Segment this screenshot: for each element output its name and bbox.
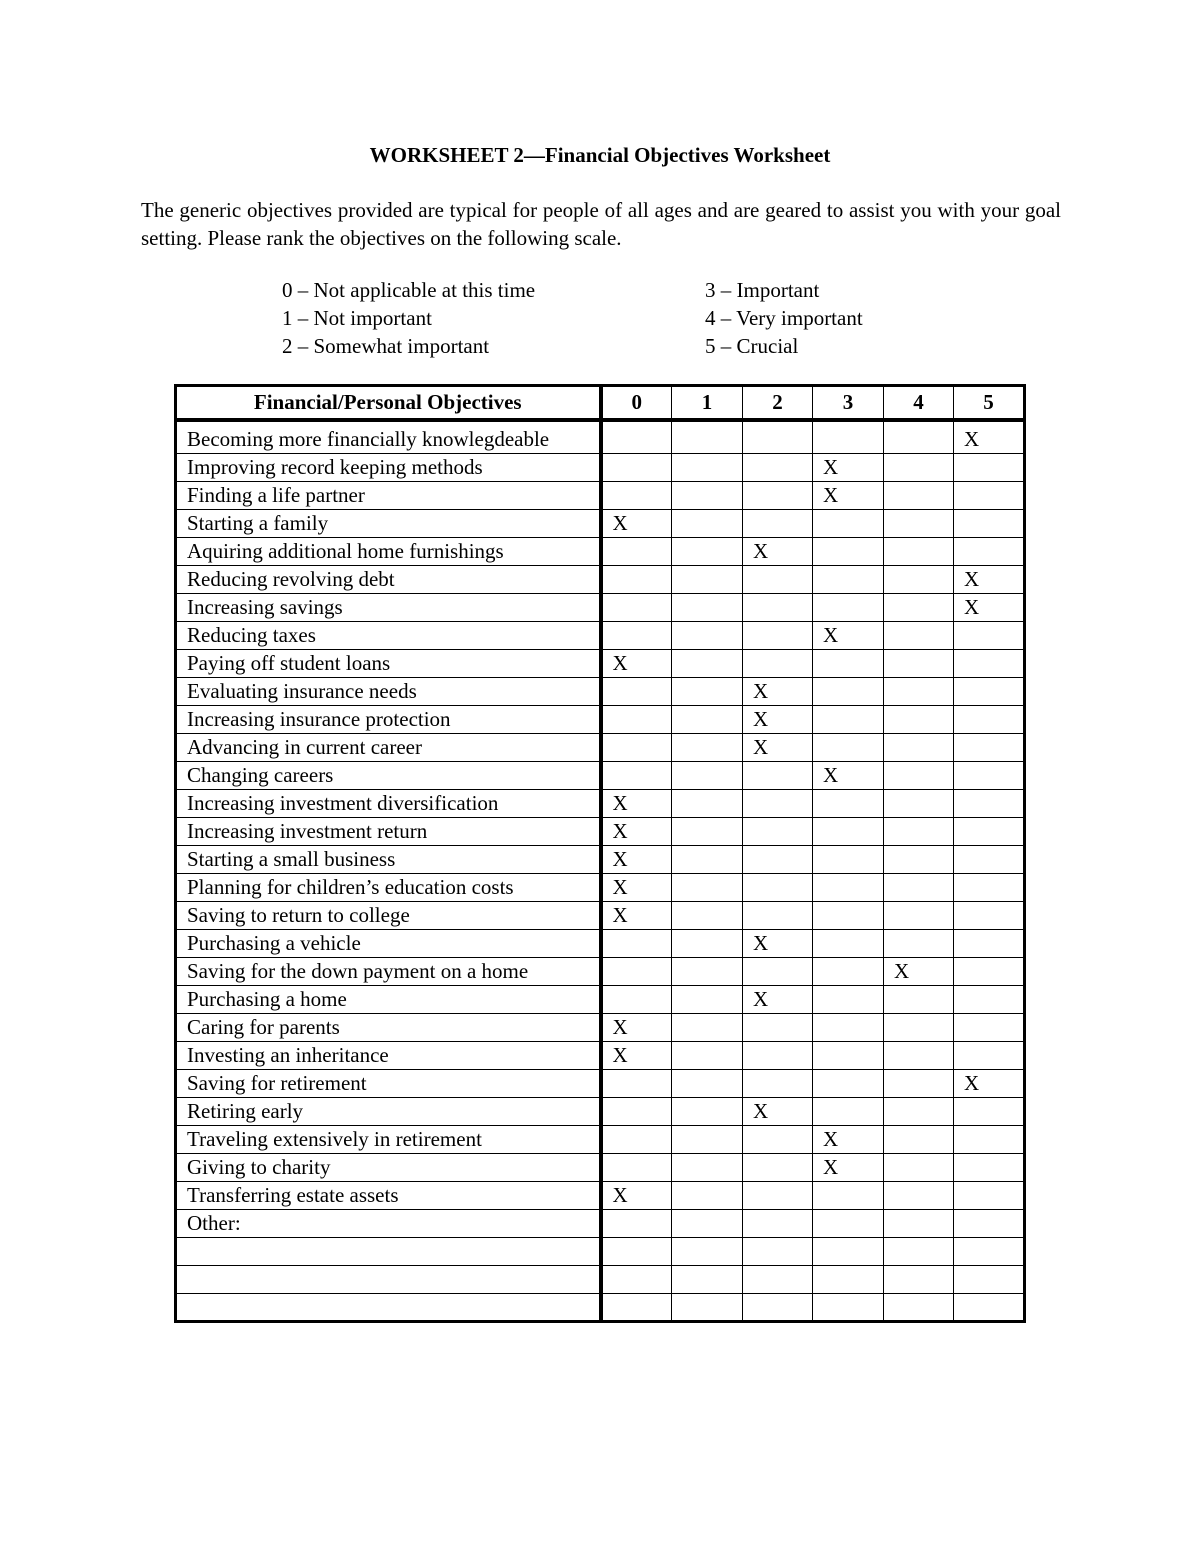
rank-cell-1 (672, 846, 743, 874)
rank-cell-1 (672, 538, 743, 566)
rank-cell-1 (672, 1014, 743, 1042)
rank-cell-5 (954, 622, 1025, 650)
table-header-row (176, 386, 1025, 421)
objective-label: Retiring early (176, 1098, 601, 1126)
header-objectives: Financial/Personal Objectives (176, 386, 601, 421)
rank-cell-0: X (601, 846, 672, 874)
rank-cell-1 (672, 1126, 743, 1154)
rank-cell-3 (813, 650, 884, 678)
rank-cell-4 (884, 1126, 954, 1154)
rank-cell-3: X (813, 762, 884, 790)
table-row (176, 958, 1025, 986)
table-row (176, 594, 1025, 622)
rank-cell-0 (601, 566, 672, 594)
rank-cell-3: X (813, 1154, 884, 1182)
rank-cell-4 (884, 482, 954, 510)
rank-cell-5 (954, 1042, 1025, 1070)
rank-cell-3 (813, 1182, 884, 1210)
table-row (176, 454, 1025, 482)
rank-cell-2 (743, 1238, 813, 1266)
rank-cell-4 (884, 420, 954, 454)
rank-cell-1 (672, 594, 743, 622)
rank-cell-1 (672, 482, 743, 510)
objective-label: Aquiring additional home furnishings (176, 538, 601, 566)
rank-cell-5 (954, 510, 1025, 538)
table-row (176, 420, 1025, 454)
rank-cell-3 (813, 1042, 884, 1070)
rank-cell-0 (601, 482, 672, 510)
table-row (176, 1182, 1025, 1210)
rank-cell-2 (743, 566, 813, 594)
rank-cell-4 (884, 1266, 954, 1294)
rank-cell-4 (884, 566, 954, 594)
objective-label: Other: (176, 1210, 601, 1238)
scale-legend-right (705, 276, 863, 360)
rank-cell-5: X (954, 566, 1025, 594)
scale-item: 2 – Somewhat important (282, 334, 490, 358)
objective-label: Saving for the down payment on a home (176, 958, 601, 986)
rank-cell-2 (743, 1014, 813, 1042)
rank-cell-5 (954, 958, 1025, 986)
table-row (176, 650, 1025, 678)
rank-cell-0 (601, 958, 672, 986)
table-row (176, 1098, 1025, 1126)
header-rank-5: 5 (954, 386, 1025, 421)
rank-cell-5 (954, 930, 1025, 958)
rank-cell-1 (672, 650, 743, 678)
header-rank-2: 2 (743, 386, 813, 421)
rank-cell-2 (743, 818, 813, 846)
rank-cell-1 (672, 622, 743, 650)
rank-cell-4 (884, 874, 954, 902)
rank-cell-5 (954, 482, 1025, 510)
rank-cell-1 (672, 1238, 743, 1266)
rank-cell-2: X (743, 538, 813, 566)
rank-cell-5 (954, 1126, 1025, 1154)
table-row (176, 566, 1025, 594)
table-row (176, 482, 1025, 510)
rank-cell-4 (884, 1042, 954, 1070)
rank-cell-4 (884, 678, 954, 706)
rank-cell-2 (743, 790, 813, 818)
rank-cell-5 (954, 986, 1025, 1014)
rank-cell-0 (601, 734, 672, 762)
objective-label: Starting a small business (176, 846, 601, 874)
table-row (176, 1070, 1025, 1098)
table-row (176, 790, 1025, 818)
rank-cell-5 (954, 1014, 1025, 1042)
rank-cell-3 (813, 846, 884, 874)
rank-cell-5: X (954, 594, 1025, 622)
rank-cell-3 (813, 1294, 884, 1322)
rank-cell-1 (672, 678, 743, 706)
rank-cell-4 (884, 538, 954, 566)
rank-cell-2 (743, 1042, 813, 1070)
scale-legend-left (282, 276, 535, 360)
rank-cell-4 (884, 1014, 954, 1042)
objective-label: Transferring estate assets (176, 1182, 601, 1210)
rank-cell-2 (743, 1070, 813, 1098)
rank-cell-0 (601, 762, 672, 790)
rank-cell-2: X (743, 678, 813, 706)
objective-label (176, 1238, 601, 1266)
table-row (176, 874, 1025, 902)
table-row (176, 706, 1025, 734)
rank-cell-5 (954, 1210, 1025, 1238)
rank-cell-3 (813, 678, 884, 706)
rank-cell-1 (672, 566, 743, 594)
objective-label: Giving to charity (176, 1154, 601, 1182)
rank-cell-3: X (813, 482, 884, 510)
rank-cell-4 (884, 986, 954, 1014)
rank-cell-3 (813, 734, 884, 762)
rank-cell-2: X (743, 930, 813, 958)
rank-cell-1 (672, 1098, 743, 1126)
rank-cell-3 (813, 706, 884, 734)
rank-cell-0 (601, 1070, 672, 1098)
rank-cell-2 (743, 1266, 813, 1294)
rank-cell-3 (813, 1238, 884, 1266)
rank-cell-5 (954, 846, 1025, 874)
table-row (176, 1126, 1025, 1154)
rank-cell-4 (884, 510, 954, 538)
rank-cell-5 (954, 454, 1025, 482)
rank-cell-3 (813, 874, 884, 902)
rank-cell-3 (813, 1266, 884, 1294)
rank-cell-5: X (954, 1070, 1025, 1098)
objective-label: Paying off student loans (176, 650, 601, 678)
rank-cell-2 (743, 1210, 813, 1238)
table-row (176, 1266, 1025, 1294)
header-rank-3: 3 (813, 386, 884, 421)
rank-cell-5 (954, 734, 1025, 762)
rank-cell-1 (672, 706, 743, 734)
objective-label: Increasing savings (176, 594, 601, 622)
rank-cell-0: X (601, 1042, 672, 1070)
rank-cell-0 (601, 706, 672, 734)
rank-cell-0 (601, 930, 672, 958)
objective-label: Saving for retirement (176, 1070, 601, 1098)
rank-cell-5 (954, 538, 1025, 566)
scale-item: 1 – Not important (282, 306, 432, 330)
rank-cell-2 (743, 420, 813, 454)
rank-cell-4 (884, 790, 954, 818)
rank-cell-1 (672, 818, 743, 846)
rank-cell-0 (601, 1098, 672, 1126)
table-row (176, 1210, 1025, 1238)
objective-label: Investing an inheritance (176, 1042, 601, 1070)
rank-cell-5 (954, 1238, 1025, 1266)
rank-cell-0 (601, 678, 672, 706)
objective-label: Increasing investment return (176, 818, 601, 846)
rank-cell-3 (813, 930, 884, 958)
objective-label: Evaluating insurance needs (176, 678, 601, 706)
table-row (176, 762, 1025, 790)
rank-cell-0: X (601, 790, 672, 818)
rank-cell-4 (884, 902, 954, 930)
rank-cell-0 (601, 594, 672, 622)
rank-cell-1 (672, 734, 743, 762)
rank-cell-3 (813, 1098, 884, 1126)
rank-cell-0: X (601, 510, 672, 538)
rank-cell-4 (884, 650, 954, 678)
rank-cell-1 (672, 986, 743, 1014)
table-row (176, 622, 1025, 650)
rank-cell-5 (954, 650, 1025, 678)
rank-cell-1 (672, 420, 743, 454)
rank-cell-5 (954, 874, 1025, 902)
objective-label: Improving record keeping methods (176, 454, 601, 482)
scale-item: 5 – Crucial (705, 334, 799, 358)
rank-cell-0 (601, 538, 672, 566)
rank-cell-4: X (884, 958, 954, 986)
rank-cell-2: X (743, 734, 813, 762)
rank-cell-3 (813, 986, 884, 1014)
header-rank-0: 0 (601, 386, 672, 421)
objective-label: Changing careers (176, 762, 601, 790)
rank-cell-2 (743, 1294, 813, 1322)
table-row (176, 1238, 1025, 1266)
rank-cell-1 (672, 930, 743, 958)
rank-cell-2 (743, 1154, 813, 1182)
rank-cell-0 (601, 1210, 672, 1238)
page-title: WORKSHEET 2—Financial Objectives Worksheet (369, 143, 831, 167)
rank-cell-5 (954, 902, 1025, 930)
table-row (176, 1294, 1025, 1322)
rank-cell-0 (601, 1126, 672, 1154)
rank-cell-2: X (743, 986, 813, 1014)
rank-cell-1 (672, 958, 743, 986)
rank-cell-0: X (601, 650, 672, 678)
rank-cell-0 (601, 1266, 672, 1294)
rank-cell-2 (743, 874, 813, 902)
rank-cell-1 (672, 1154, 743, 1182)
objective-label: Purchasing a home (176, 986, 601, 1014)
objective-label: Advancing in current career (176, 734, 601, 762)
rank-cell-2 (743, 902, 813, 930)
header-rank-1: 1 (672, 386, 743, 421)
rank-cell-4 (884, 1210, 954, 1238)
rank-cell-0 (601, 454, 672, 482)
rank-cell-0: X (601, 902, 672, 930)
rank-cell-3 (813, 818, 884, 846)
rank-cell-5 (954, 1098, 1025, 1126)
table-row (176, 1014, 1025, 1042)
rank-cell-5 (954, 1294, 1025, 1322)
scale-item: 0 – Not applicable at this time (282, 278, 536, 302)
rank-cell-1 (672, 510, 743, 538)
rank-cell-2 (743, 1182, 813, 1210)
rank-cell-0 (601, 420, 672, 454)
rank-cell-3: X (813, 622, 884, 650)
rank-cell-3 (813, 1210, 884, 1238)
rank-cell-5 (954, 818, 1025, 846)
objective-label: Saving to return to college (176, 902, 601, 930)
objective-label: Purchasing a vehicle (176, 930, 601, 958)
rank-cell-3 (813, 1014, 884, 1042)
table-row (176, 1042, 1025, 1070)
rank-cell-4 (884, 1098, 954, 1126)
objective-label (176, 1294, 601, 1322)
rank-cell-0: X (601, 818, 672, 846)
rank-cell-2: X (743, 1098, 813, 1126)
rank-cell-0 (601, 1238, 672, 1266)
rank-cell-3 (813, 510, 884, 538)
rank-cell-0: X (601, 1182, 672, 1210)
rank-cell-4 (884, 818, 954, 846)
rank-cell-5 (954, 1266, 1025, 1294)
table-row (176, 818, 1025, 846)
rank-cell-2 (743, 958, 813, 986)
rank-cell-5 (954, 678, 1025, 706)
objective-label: Caring for parents (176, 1014, 601, 1042)
rank-cell-0 (601, 1154, 672, 1182)
rank-cell-2 (743, 510, 813, 538)
rank-cell-4 (884, 930, 954, 958)
rank-cell-5: X (954, 420, 1025, 454)
rank-cell-2 (743, 594, 813, 622)
rank-cell-4 (884, 594, 954, 622)
rank-cell-5 (954, 1182, 1025, 1210)
rank-cell-3: X (813, 1126, 884, 1154)
rank-cell-0: X (601, 874, 672, 902)
rank-cell-4 (884, 622, 954, 650)
rank-cell-1 (672, 902, 743, 930)
rank-cell-3 (813, 538, 884, 566)
rank-cell-1 (672, 1042, 743, 1070)
objective-label: Reducing taxes (176, 622, 601, 650)
rank-cell-2 (743, 1126, 813, 1154)
rank-cell-4 (884, 1070, 954, 1098)
rank-cell-1 (672, 1070, 743, 1098)
objective-label: Increasing investment diversification (176, 790, 601, 818)
objective-label: Reducing revolving debt (176, 566, 601, 594)
rank-cell-4 (884, 1154, 954, 1182)
rank-cell-3 (813, 566, 884, 594)
rank-cell-5 (954, 706, 1025, 734)
objectives-table (174, 384, 1026, 1323)
table-row (176, 510, 1025, 538)
rank-cell-3 (813, 958, 884, 986)
header-rank-4: 4 (884, 386, 954, 421)
table-row (176, 678, 1025, 706)
rank-cell-2 (743, 482, 813, 510)
rank-cell-1 (672, 874, 743, 902)
objective-label: Increasing insurance protection (176, 706, 601, 734)
rank-cell-3 (813, 902, 884, 930)
objective-label: Finding a life partner (176, 482, 601, 510)
rank-cell-3: X (813, 454, 884, 482)
table-row (176, 902, 1025, 930)
rank-cell-0 (601, 622, 672, 650)
table-row (176, 846, 1025, 874)
rank-cell-1 (672, 790, 743, 818)
rank-cell-1 (672, 1210, 743, 1238)
rank-cell-2 (743, 846, 813, 874)
rank-cell-4 (884, 1238, 954, 1266)
scale-item: 4 – Very important (705, 306, 863, 330)
rank-cell-0 (601, 1294, 672, 1322)
table-row (176, 1154, 1025, 1182)
intro-paragraph: The generic objectives provided are typical for people of all ages and are geared to assist you with your goal setting. Please rank the objectives on the following scale. (141, 198, 1061, 250)
rank-cell-2: X (743, 706, 813, 734)
rank-cell-3 (813, 420, 884, 454)
rank-cell-2 (743, 454, 813, 482)
rank-cell-4 (884, 1182, 954, 1210)
rank-cell-1 (672, 1266, 743, 1294)
rank-cell-3 (813, 1070, 884, 1098)
rank-cell-5 (954, 1154, 1025, 1182)
rank-cell-2 (743, 762, 813, 790)
rank-cell-2 (743, 622, 813, 650)
rank-cell-5 (954, 790, 1025, 818)
table-row (176, 986, 1025, 1014)
table-row (176, 930, 1025, 958)
objective-label: Traveling extensively in retirement (176, 1126, 601, 1154)
objective-label: Starting a family (176, 510, 601, 538)
rank-cell-4 (884, 762, 954, 790)
rank-cell-4 (884, 846, 954, 874)
rank-cell-5 (954, 762, 1025, 790)
rank-cell-0 (601, 986, 672, 1014)
scale-item: 3 – Important (705, 278, 820, 302)
table-row (176, 734, 1025, 762)
rank-cell-4 (884, 454, 954, 482)
objective-label (176, 1266, 601, 1294)
objective-label: Planning for children’s education costs (176, 874, 601, 902)
rank-cell-3 (813, 790, 884, 818)
rank-cell-1 (672, 1182, 743, 1210)
objective-label: Becoming more financially knowlegdeable (176, 420, 601, 454)
rank-cell-3 (813, 594, 884, 622)
rank-cell-1 (672, 762, 743, 790)
rank-cell-1 (672, 1294, 743, 1322)
rank-cell-4 (884, 706, 954, 734)
table-row (176, 538, 1025, 566)
rank-cell-1 (672, 454, 743, 482)
rank-cell-4 (884, 1294, 954, 1322)
rank-cell-2 (743, 650, 813, 678)
rank-cell-4 (884, 734, 954, 762)
rank-cell-0: X (601, 1014, 672, 1042)
